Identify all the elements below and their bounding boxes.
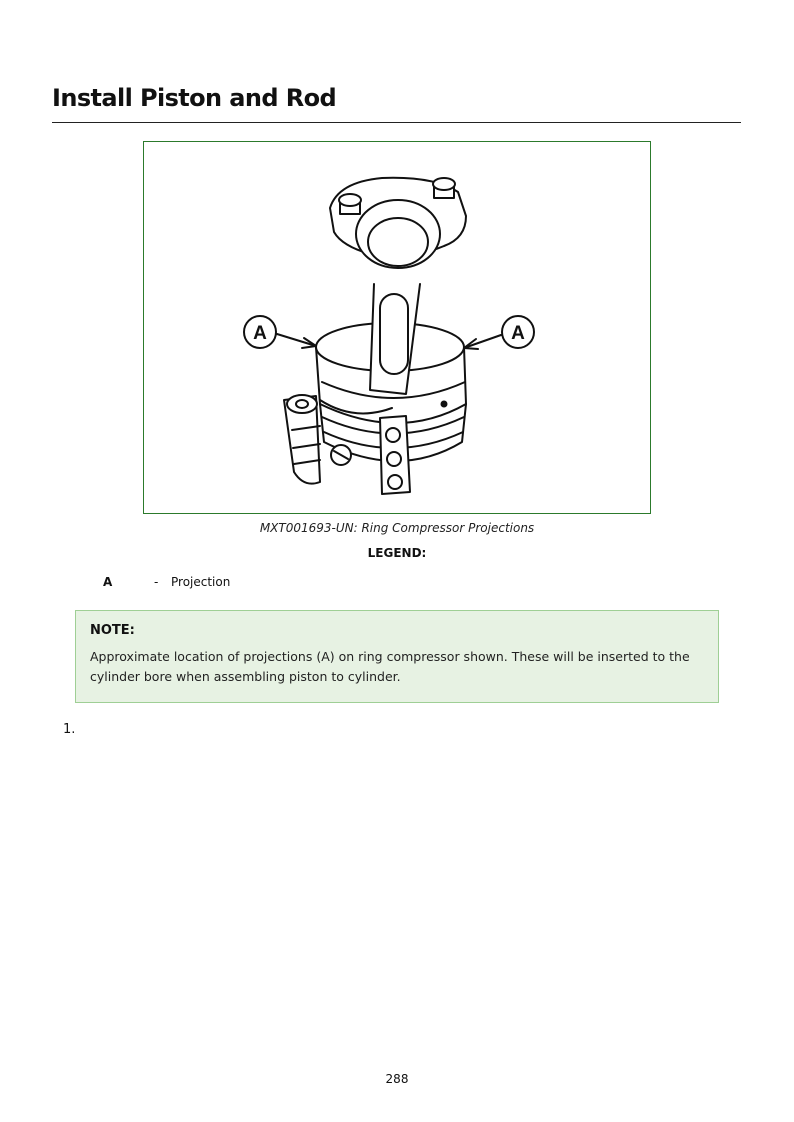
note-box — [75, 610, 719, 703]
page-number: 288 — [385, 1072, 409, 1086]
figure-caption: MXT001693-UN: Ring Compressor Projections — [259, 521, 535, 535]
note-text: Approximate location of projections (A) on ring compressor shown. These will be inserted to the cylinder bore when assembling piston to cylinder. — [90, 649, 690, 684]
page-title: Install Piston and Rod — [52, 84, 337, 112]
callout-label-left: A — [253, 323, 267, 344]
legend-key: A — [103, 575, 113, 589]
legend-title: LEGEND: — [367, 546, 427, 560]
note-title: NOTE: — [90, 623, 135, 638]
title-divider — [52, 122, 741, 123]
legend-description: Projection — [171, 575, 231, 589]
legend-separator: - — [154, 575, 159, 589]
piston-ring-compressor-illustration — [144, 142, 650, 513]
figure-frame — [143, 141, 651, 514]
callout-label-right: A — [511, 323, 525, 344]
step-number: 1. — [63, 722, 76, 737]
